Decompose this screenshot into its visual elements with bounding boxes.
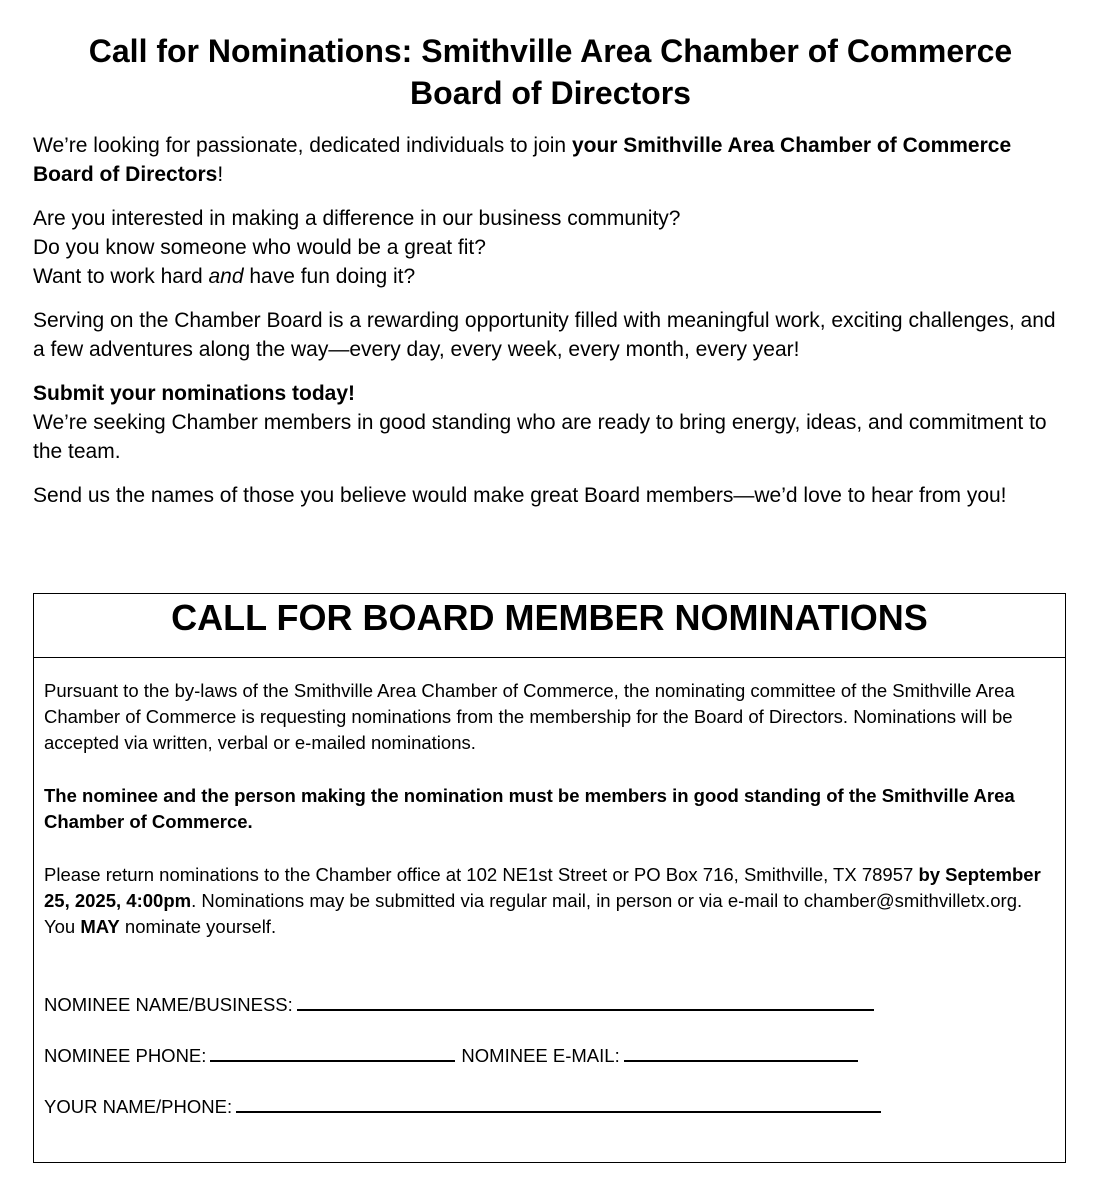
question-3-emphasis: and [208,265,244,288]
your-name-row [44,1090,1055,1141]
bylaws-paragraph: Pursuant to the by-laws of the Smithville Area Chamber of Commerce, the nominating committee of the Smithville Area Chamber of Commerce is requesting nominations from the membership for the Board of Directors. Nominations will be accepted via written, verbal or e-mailed nominations. [44,680,1015,753]
submit-text: We’re seeking Chamber members in good standing who are ready to bring energy, ideas, and commitment to the team. [33,411,1047,463]
nominee-name-label: NOMINEE NAME/BUSINESS: [44,994,293,1015]
return-address-text: Please return nominations to the Chamber office at 102 NE1st Street or PO Box 716, Smithville, TX 78957 [44,864,919,885]
nominee-phone-blank[interactable] [210,1039,455,1062]
your-name-phone-blank[interactable] [236,1090,881,1113]
submission-methods-text: . Nominations may be submitted via regular mail, in person or via e-mail to chamber@smithvilletx.org. You [44,890,1023,937]
eligibility-text: The nominee and the person making the nomination must be members in good standing of the Smithville Area Chamber of Commerce. [44,785,1015,832]
deadline-text: by September 25, 2025, 4:00pm [44,864,1041,911]
question-3-start: Want to work hard [33,265,209,288]
intro-exclamation: ! [217,163,224,186]
nominee-phone-label: NOMINEE PHONE: [44,1045,207,1066]
nominee-email-blank[interactable] [624,1039,858,1062]
nominee-name-row [44,988,1055,1039]
eligibility-paragraph [44,783,1055,835]
nominee-email-label: NOMINEE E-MAIL: [461,1045,620,1066]
nomination-box-title: CALL FOR BOARD MEMBER NOMINATIONS [34,594,1065,658]
send-names-paragraph: Send us the names of those you believe would make great Board members—we’d love to hear from you! [33,484,1007,507]
intro-section [33,131,1073,525]
intro-bold-text: your Smithville Area Chamber of Commerce Board of Directors [33,134,1012,186]
title-line-2: Board of Directors [410,75,691,111]
questions-paragraph [33,204,1073,291]
intro-paragraph [33,131,1073,189]
serving-paragraph: Serving on the Chamber Board is a rewarding opportunity filled with meaningful work, exciting challenges, and a few adventures along the way—every day, every week, every month, every year! [33,309,1056,361]
intro-text: We’re looking for passionate, dedicated individuals to join [33,134,572,157]
nominee-contact-row [44,1039,1055,1090]
submit-paragraph [33,379,1073,466]
submit-heading: Submit your nominations today! [33,382,356,405]
return-instructions-paragraph [44,862,1055,940]
title-line-1: Call for Nominations: Smithville Area Chamber of Commerce [88,33,1013,69]
question-3-end: have fun doing it? [243,265,416,288]
your-name-label: YOUR NAME/PHONE: [44,1096,233,1117]
self-nominate-text: nominate yourself. [119,916,277,937]
nomination-fields [44,988,1055,1141]
page-title [20,30,1081,114]
nomination-form-box [33,593,1066,1163]
question-2: Do you know someone who would be a great fit? [33,236,486,259]
nominee-name-blank[interactable] [297,988,874,1011]
question-1: Are you interested in making a difference in our business community? [33,207,681,230]
nomination-box-body [34,658,1065,1141]
may-emphasis: MAY [80,916,120,937]
